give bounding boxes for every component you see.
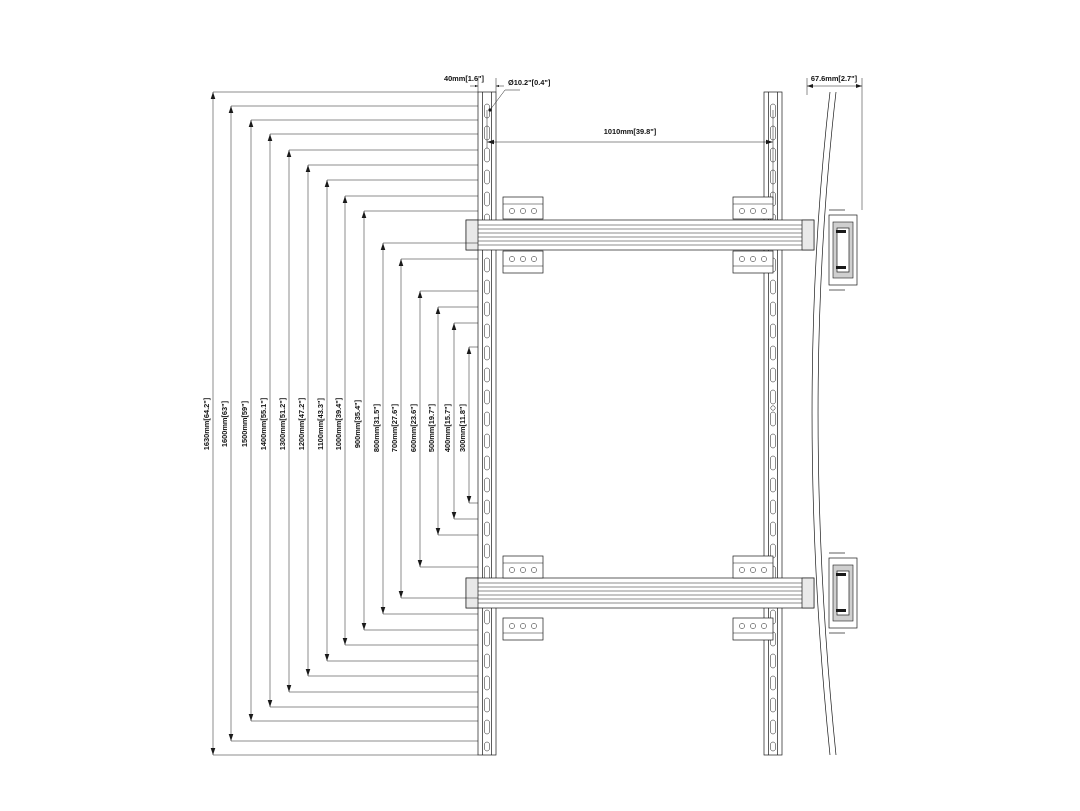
dim-1600-label: 1600mm[63"]: [220, 400, 229, 448]
dim-1630-label: 1630mm[64.2"]: [202, 397, 211, 451]
dim-depth-label: 67.6mm[2.7"]: [810, 74, 858, 83]
lower-left-upper-plate: [503, 556, 543, 578]
dim-rail-width: [444, 74, 504, 92]
dim-500-label: 500mm[19.7"]: [427, 403, 436, 453]
dim-horizontal-1010: [487, 110, 773, 200]
dim-1400-label: 1400mm[55.1"]: [259, 397, 268, 451]
left-vertical-rail: [478, 92, 496, 755]
dim-400-label: 400mm[15.7"]: [443, 403, 452, 453]
dim-1300-label: 1300mm[51.2"]: [278, 397, 287, 451]
dim-900-label: 900mm[35.4"]: [353, 399, 362, 449]
dim-300-label: 300mm[11.8"]: [458, 404, 467, 452]
dim-hole-diameter: [488, 78, 550, 112]
upper-horizontal-bar: [466, 220, 814, 250]
dim-300: [458, 347, 478, 503]
upper-right-mounting-plate: [733, 197, 773, 219]
dim-horizontal-label: 1010mm[39.8"]: [603, 127, 657, 136]
dim-500: [427, 307, 478, 535]
upper-left-mounting-plate: [503, 197, 543, 219]
dim-hole-diameter-label: Ø10.2"[0.4"]: [508, 78, 551, 87]
dim-800-label: 800mm[31.5"]: [372, 403, 381, 453]
upper-right-lower-plate: [733, 251, 773, 273]
dim-700-label: 700mm[27.6"]: [390, 403, 399, 453]
side-bracket-lower: [829, 553, 857, 633]
lower-left-mounting-plate: [503, 618, 543, 640]
dim-1500-label: 1500mm[59"]: [240, 400, 249, 448]
lower-right-mounting-plate: [733, 618, 773, 640]
dim-1100-label: 1100mm[43.3"]: [316, 398, 325, 450]
upper-left-lower-plate: [503, 251, 543, 273]
lower-right-upper-plate: [733, 556, 773, 578]
lower-horizontal-bar: [466, 578, 814, 608]
dim-stack-vertical: [202, 92, 478, 755]
dim-depth: [807, 74, 862, 210]
side-view: [812, 92, 857, 755]
dim-600-label: 600mm[23.6"]: [409, 403, 418, 453]
dim-1000-label: 1000mm[39.4"]: [334, 397, 343, 451]
side-bracket-upper: [829, 210, 857, 290]
dim-rail-width-label: 40mm[1.6"]: [443, 74, 485, 83]
dim-1200-label: 1200mm[47.2"]: [297, 397, 306, 451]
